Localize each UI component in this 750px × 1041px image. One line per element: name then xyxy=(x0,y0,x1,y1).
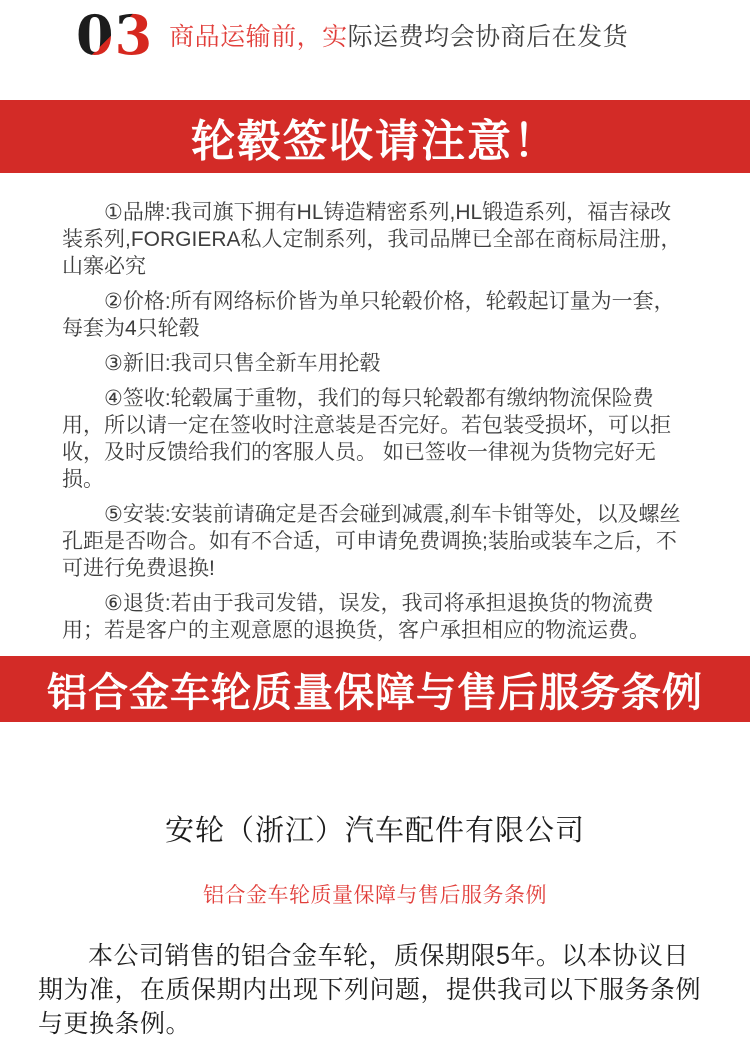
section-header xyxy=(0,0,750,67)
notice-point-install: ⑤安装:安装前请确定是否会碰到减震,刹车卡钳等处，以及螺丝孔距是否吻合。如有不合适，可申请免费调换;装胎或装车之后，不可进行免费退换! xyxy=(62,503,681,580)
warranty-paragraph: 本公司销售的铝合金车轮，质保期限5年。以本协议日期为准，在质保期内出现下列问题，提供我司以下服务条例与更换条例。 xyxy=(38,942,702,1038)
banner-sign-notice xyxy=(0,100,750,173)
banner-warranty-title xyxy=(0,656,750,722)
section-title-dark: 际运费均会协商后在发货 xyxy=(347,23,629,51)
notice-point-brand: ①品牌:我司旗下拥有HL铸造精密系列,HL锻造系列，福吉禄改装系列,FORGIERA私人定制系列，我司品牌已全部在商标局注册，山寨必究 xyxy=(62,201,682,278)
notice-point-returns: ⑥退货:若由于我司发错，误发，我司将承担退换货的物流费用；若是客户的主观意愿的退换货，客户承担相应的物流运费。 xyxy=(62,592,654,642)
banner-sign-notice-label: 轮毂签收请注意！ xyxy=(191,116,559,166)
banner-warranty-title-label: 铝合金车轮质量保障与售后服务条例 xyxy=(47,670,703,715)
notice-points xyxy=(62,199,692,644)
notice-point-signing: ④签收:轮毂属于重物，我们的每只轮毂都有缴纳物流保险费用，所以请一定在签收时注意装是否完好。若包装受损坏，可以拒收，及时反馈给我们的客服人员。 如已签收一律视为货物完好无损。 xyxy=(62,387,671,491)
warranty-section xyxy=(0,808,750,1041)
warranty-subtitle: 铝合金车轮质量保障与售后服务条例 xyxy=(203,884,547,907)
section-title xyxy=(169,17,628,53)
notice-point-condition: ③新旧:我司只售全新车用抡毂 xyxy=(104,352,381,375)
section-number: 03 xyxy=(76,3,154,67)
section-title-red: 商品运输前，实 xyxy=(169,23,348,51)
notice-point-price: ②价格:所有网络标价皆为单只轮毂价格，轮毂起订量为一套，每套为4只轮毂 xyxy=(62,290,675,340)
company-name: 安轮（浙江）汽车配件有限公司 xyxy=(164,815,585,847)
